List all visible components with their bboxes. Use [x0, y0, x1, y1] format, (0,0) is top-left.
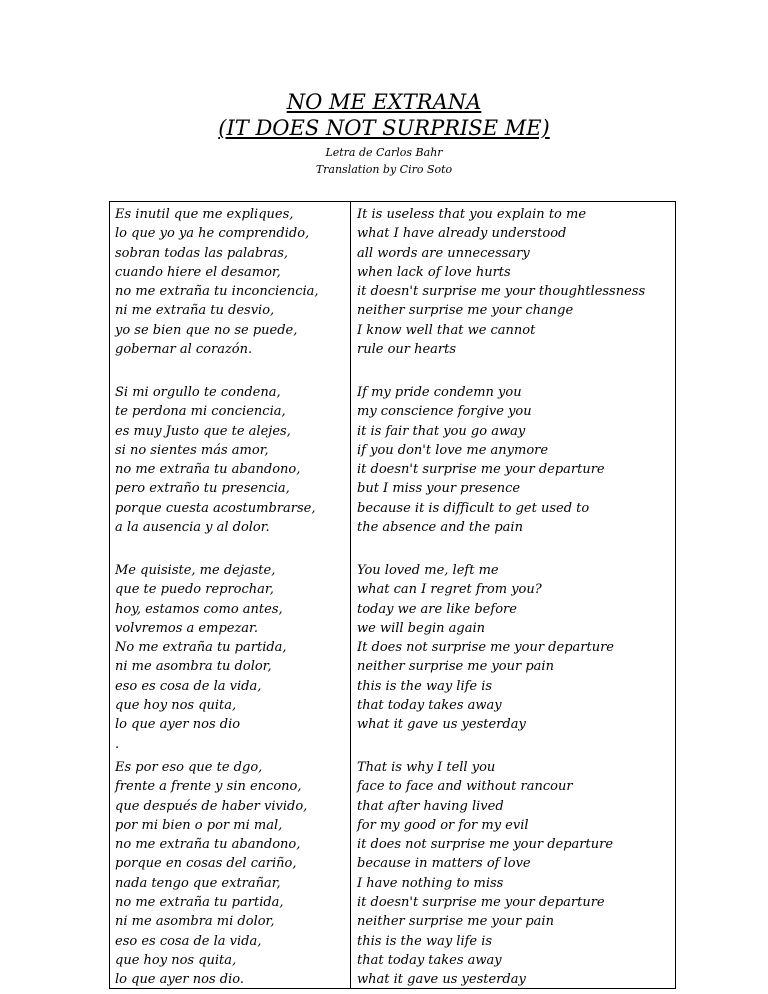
lyric-line: te perdona mi conciencia, — [115, 404, 286, 420]
lyric-line: eso es cosa de la vida, — [115, 678, 262, 694]
song-title: NO ME EXTRANA — [286, 90, 482, 114]
lyric-line: Es por eso que te dgo, — [115, 760, 263, 775]
lyric-line: because it is difficult to get used to — [357, 500, 590, 516]
spanish-stanza-4 — [115, 758, 350, 989]
lyric-line: what it gave us yesterday — [357, 972, 526, 988]
lyric-line: it doesn't surprise me your thoughtlessness — [357, 284, 646, 300]
lyric-line: if you don't love me anymore — [357, 442, 549, 458]
lyric-line: neither surprise me your pain — [357, 659, 554, 675]
lyric-line: this is the way life is — [357, 678, 493, 694]
lyric-line: ni me asombra mi dolor, — [115, 914, 275, 930]
lyric-line: por mi bien o por mi mal, — [115, 817, 283, 833]
lyric-line: today we are like before — [357, 601, 517, 617]
spanish-stanza-3 — [115, 561, 350, 754]
lyric-line: No me extraña tu partida, — [115, 640, 287, 656]
spanish-stanza-1 — [115, 205, 350, 359]
lyrics-credit: Letra de Carlos Bahr — [325, 146, 443, 159]
lyric-line: we will begin again — [357, 620, 486, 636]
lyric-line: but I miss your presence — [357, 481, 521, 497]
english-stanza-3 — [357, 561, 675, 735]
lyric-line: nada tengo que extrañar, — [115, 875, 281, 891]
lyric-line: my conscience forgive you — [357, 404, 532, 420]
lyric-line: it does not surprise me your departure — [357, 837, 614, 853]
lyric-line: lo que ayer nos dio — [115, 717, 241, 733]
lyric-line: gobernar al corazón. — [115, 342, 253, 358]
lyric-line: the absence and the pain — [357, 520, 523, 536]
lyric-line: Si mi orgullo te condena, — [115, 385, 281, 400]
lyric-line: It is useless that you explain to me — [357, 207, 587, 222]
lyric-line: what I have already understood — [357, 226, 567, 242]
lyric-line: that today takes away — [357, 952, 502, 968]
lyric-line: You loved me, left me — [357, 563, 499, 578]
lyric-line: volvremos a empezar. — [115, 620, 258, 636]
lyric-line: Es inutil que me expliques, — [115, 207, 294, 222]
lyric-line: I know well that we cannot — [357, 322, 536, 338]
lyric-line: porque en cosas del cariño, — [115, 856, 297, 872]
lyric-line: because in matters of love — [357, 856, 531, 872]
lyric-line: frente a frente y sin encono, — [115, 779, 302, 795]
lyric-line: it doesn't surprise me your departure — [357, 895, 605, 911]
lyric-line: neither surprise me your pain — [357, 914, 554, 930]
spanish-column — [110, 202, 351, 988]
lyric-line: que te puedo reprochar, — [115, 582, 274, 598]
lyric-line: it is fair that you go away — [357, 423, 526, 439]
lyric-line: cuando hiere el desamor, — [115, 264, 281, 280]
lyric-line: hoy, estamos como antes, — [115, 601, 283, 617]
lyric-line: Me quisiste, me dejaste, — [115, 563, 276, 578]
lyric-line: I have nothing to miss — [357, 875, 504, 891]
lyric-line: that after having lived — [357, 798, 504, 814]
lyric-line: que después de haber vivido, — [115, 798, 308, 814]
lyric-line: sobran todas las palabras, — [115, 245, 288, 261]
lyric-line: when lack of love hurts — [357, 264, 511, 280]
lyric-line: That is why I tell you — [357, 760, 496, 775]
lyrics-table — [109, 201, 676, 989]
lyric-line: If my pride condemn you — [357, 385, 522, 400]
lyric-line: all words are unnecessary — [357, 245, 530, 261]
song-subtitle: (IT DOES NOT SURPRISE ME) — [218, 116, 550, 140]
lyric-line: no me extraña tu partida, — [115, 895, 284, 911]
lyric-line: It does not surprise me your departure — [357, 640, 614, 656]
lyric-line: lo que yo ya he comprendido, — [115, 226, 310, 242]
lyric-line: neither surprise me your change — [357, 303, 574, 319]
lyric-line: this is the way life is — [357, 933, 493, 949]
translation-credit: Translation by Ciro Soto — [315, 163, 453, 176]
lyric-line: no me extraña tu inconciencia, — [115, 284, 319, 300]
lyric-line: it doesn't surprise me your departure — [357, 462, 605, 478]
lyric-line: face to face and without rancour — [357, 779, 573, 795]
english-column — [351, 202, 675, 988]
lyric-line: yo se bien que no se puede, — [115, 322, 298, 338]
lyric-line: eso es cosa de la vida, — [115, 933, 262, 949]
lyric-line: that today takes away — [357, 698, 502, 714]
lyric-line: for my good or for my evil — [357, 817, 529, 833]
lyric-line: pero extraño tu presencia, — [115, 481, 290, 497]
lyric-line: que hoy nos quita, — [115, 698, 237, 714]
english-stanza-1 — [357, 205, 675, 359]
english-stanza-4 — [357, 758, 675, 989]
english-stanza-2 — [357, 383, 675, 537]
lyric-line: que hoy nos quita, — [115, 952, 237, 968]
spanish-stanza-2 — [115, 383, 350, 537]
lyric-line: . — [115, 736, 120, 752]
lyric-line: lo que ayer nos dio. — [115, 972, 244, 988]
lyric-line: a la ausencia y al dolor. — [115, 520, 270, 536]
lyric-line: ni me asombra tu dolor, — [115, 659, 272, 675]
lyric-line: es muy Justo que te alejes, — [115, 423, 291, 439]
lyric-line: si no sientes más amor, — [115, 442, 269, 458]
lyric-line: no me extraña tu abandono, — [115, 837, 301, 853]
lyric-line: what can I regret from you? — [357, 582, 542, 598]
lyric-line: ni me extraña tu desvio, — [115, 303, 275, 319]
lyric-line: no me extraña tu abandono, — [115, 462, 301, 478]
lyric-line: porque cuesta acostumbrarse, — [115, 500, 316, 516]
lyric-line: rule our hearts — [357, 342, 457, 358]
lyric-line: what it gave us yesterday — [357, 717, 526, 733]
